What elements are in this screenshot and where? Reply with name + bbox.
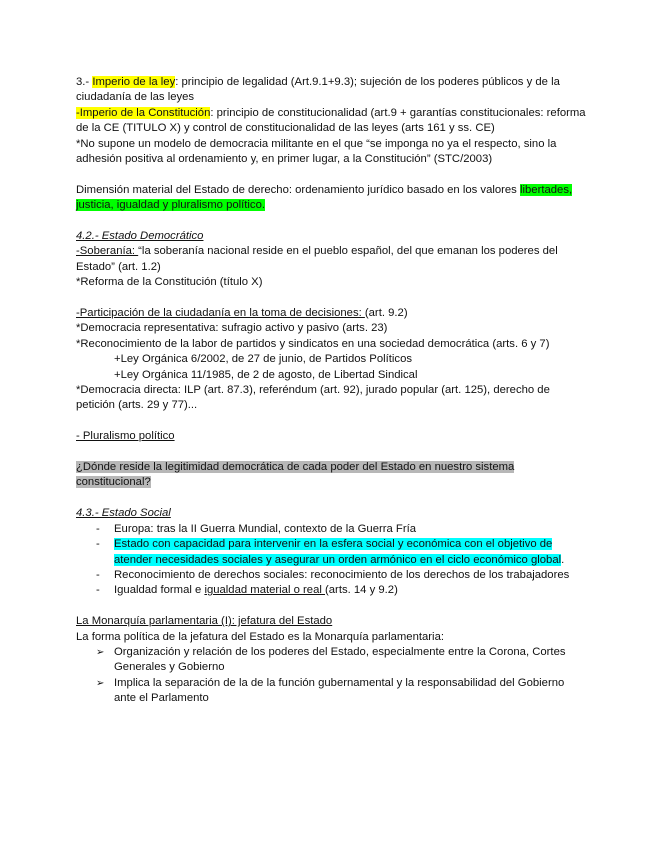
list-item-text: Igualdad formal e — [114, 584, 205, 597]
list-item-text: . — [561, 553, 565, 566]
arrow-bullet-icon: ➢ — [96, 677, 105, 689]
dash-bullet: - — [96, 538, 100, 551]
list-item — [76, 676, 586, 707]
list-item — [76, 537, 586, 568]
list-item-text: Organización y relación de los poderes del Estado, especialmente entre la Corona, Cortes Generales y Gobierno — [114, 645, 566, 674]
estado-capacidad-highlight: Estado con capacidad para intervenir en la esfera social y económica con el objetivo de atender necesidades sociales y asegurar un orden armónico en el ciclo económico global — [114, 538, 562, 566]
dash-bullet: - — [96, 568, 100, 581]
dash-bullet: - — [96, 584, 100, 597]
participacion-paragraph — [76, 306, 586, 321]
imperio-constitucion-text: : principio de constitucionalidad (art.9 + garantías constitucionales: reforma de la CE (TITULO X) y control de constitucionalidad de las leyes (arts 161 y ss. CE) — [76, 106, 586, 135]
participacion-ref: (art. 9.2) — [364, 307, 408, 320]
imperio-constitucion-highlight: -Imperio de la Constitución — [76, 106, 211, 119]
democracia-militante-note: *No supone un modelo de democracia militante en el que “se imponga no ya el respecto, sino la adhesión positiva al ordenamiento y, en primer lugar, a la Constitución” (STC/2003) — [76, 137, 557, 166]
arrow-bullet-icon: ➢ — [96, 646, 105, 658]
imperio-ley-text: : principio de legalidad (Art.9.1+9.3); sujeción de los poderes públicos y de la ciudadanía de las leyes — [76, 76, 560, 104]
dimension-material-text: Dimensión material del Estado de derecho: ordenamiento jurídico basado en los valores — [76, 183, 520, 196]
monarquia-list — [76, 645, 586, 707]
estado-social-list — [76, 522, 586, 599]
legitimidad-question — [76, 460, 586, 491]
dash-bullet: - — [96, 522, 100, 535]
section-number: 3.- — [76, 76, 93, 88]
democracia-representativa-line: *Democracia representativa: sufragio activo y pasivo (arts. 23) — [76, 322, 388, 335]
estado-social-heading: 4.3.- Estado Social — [76, 507, 171, 520]
valores-highlight: libertades, justicia, igualdad y pluralismo político. — [76, 183, 573, 212]
list-item — [76, 583, 586, 598]
igualdad-material-underline: igualdad material o real — [204, 584, 326, 597]
imperio-ley-highlight: Imperio de la ley — [92, 76, 176, 88]
list-item-text: Implica la separación de la de la función gubernamental y la responsabilidad del Gobierno ante el Parlamento — [114, 676, 565, 705]
participacion-label: -Participación de la ciudadanía en la toma de decisiones: — [76, 307, 365, 320]
ley-sindical-line: +Ley Orgánica 11/1985, de 2 de agosto, de Libertad Sindical — [114, 368, 418, 381]
list-item — [76, 645, 586, 676]
estado-democratico-heading: 4.2.- Estado Democrático — [76, 230, 204, 243]
document-body — [76, 75, 586, 707]
dimension-material-paragraph — [76, 183, 586, 214]
list-item-text: (arts. 14 y 9.2) — [325, 584, 398, 597]
list-item-text: Europa: tras la II Guerra Mundial, contexto de la Guerra Fría — [114, 522, 417, 535]
monarquia-heading: La Monarquía parlamentaria (I): jefatura del Estado — [76, 615, 333, 628]
democracia-directa-paragraph: *Democracia directa: ILP (art. 87.3), referéndum (art. 92), jurado popular (art. 125), derecho de petición (arts. 29 y 77)... — [76, 384, 550, 412]
soberania-label: -Soberanía: — [76, 245, 139, 258]
list-item — [76, 568, 586, 583]
imperio-ley-paragraph — [76, 75, 586, 106]
soberania-paragraph — [76, 244, 586, 275]
monarquia-intro: La forma política de la jefatura del Estado es la Monarquía parlamentaria: — [76, 630, 444, 643]
imperio-constitucion-paragraph — [76, 106, 586, 137]
reforma-line: *Reforma de la Constitución (título X) — [76, 276, 263, 289]
reconocimiento-partidos-line: *Reconocimiento de la labor de partidos y sindicatos en una sociedad democrática (arts. 6 y 7) — [76, 337, 550, 350]
pluralismo-heading: - Pluralismo político — [76, 430, 175, 443]
soberania-text: “la soberanía nacional reside en el pueblo español, del que emanan los poderes del Estado” (art. 1.2) — [76, 245, 558, 273]
ley-partidos-line: +Ley Orgánica 6/2002, de 27 de junio, de Partidos Políticos — [114, 353, 412, 366]
list-item-text: Reconocimiento de derechos sociales: reconocimiento de los derechos de los trabajadores — [114, 568, 570, 581]
legitimidad-question-highlight: ¿Dónde reside la legitimidad democrática de cada poder del Estado en nuestro sistema constitucional? — [76, 461, 515, 489]
list-item — [76, 522, 586, 537]
